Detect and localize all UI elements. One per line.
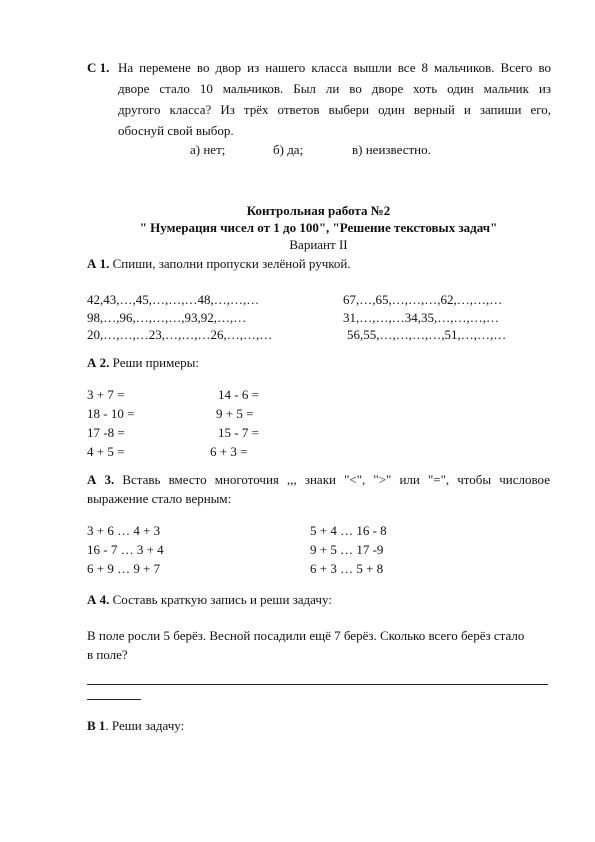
a1-text: Спиши, заполни пропуски зелёной ручкой. [109,256,351,271]
a1-sequence-right-3: 56,55,…,…,…,…,51,…,…,… [347,327,507,342]
a3-instruction [87,470,550,508]
b1-label: В 1 [87,718,106,733]
variant-label: Вариант II [289,237,348,252]
a2-example: 14 - 6 = [218,387,259,402]
a2-example: 17 -8 = [87,425,125,440]
a4-label: А 4. [87,592,110,607]
test-title: Контрольная работа №2 [246,203,391,218]
answer-line-short [87,699,141,700]
c1-line: обоснуй свой выбор. [118,123,234,138]
a4-problem-line: В поле росли 5 берёз. Весной посадили ещё 7 берёз. Сколько всего берёз стало [87,628,525,643]
a2-example: 9 + 5 = [216,406,254,421]
a2-example: 4 + 5 = [87,444,125,459]
b1-instruction [87,719,184,732]
c1-line: другого класса? Из трёх ответов выбери один верный и запиши его, [118,102,551,117]
c1-option-c: в) неизвестно. [352,142,431,157]
a3-label: А 3. [87,472,115,487]
a2-text: Реши примеры: [109,355,199,370]
a1-instruction [87,257,351,270]
a3-expression: 6 + 3 … 5 + 8 [310,561,384,576]
a3-line [87,470,550,489]
c1-line: На перемене во двор из нашего класса вышли все 8 мальчиков. Всего во [118,60,551,75]
answer-line [87,684,548,685]
a1-label: А 1. [87,256,110,271]
a3-expression: 3 + 6 … 4 + 3 [87,523,161,538]
a3-expression: 5 + 4 … 16 - 8 [310,523,387,538]
a2-example: 6 + 3 = [210,444,248,459]
c1-label: С 1. [87,60,110,75]
a4-problem-line: в поле? [87,647,128,662]
a3-expression: 16 - 7 … 3 + 4 [87,542,164,557]
a3-text: Вставь вместо многоточия ,,, знаки "<", ">" или "=", чтобы числовое [114,472,550,487]
a2-example: 18 - 10 = [87,406,135,421]
a1-sequence-left-3: 20,…,…,…23,…,…,…26,…,…,… [87,327,273,342]
a1-sequence-left-1: 42,43,…,45,…,…,…48,…,…,… [87,292,260,307]
a3-expression: 9 + 5 … 17 -9 [310,542,384,557]
a4-problem-text [87,626,550,664]
a2-label: А 2. [87,355,110,370]
c1-option-a: а) нет; [190,142,226,157]
a3-line: выражение стало верным: [87,491,232,506]
a1-sequence-right-1: 67,…,65,…,…,…,62,…,…,… [343,292,503,307]
c1-option-b: б) да; [273,142,304,157]
a2-example: 15 - 7 = [218,425,259,440]
a1-sequence-left-2: 98,…,96,…,…,…,93,92,…,… [87,310,247,325]
c1-problem-text [118,57,551,141]
a1-sequence-right-2: 31,…,…,…34,35,…,…,…,… [343,310,499,325]
a2-example: 3 + 7 = [87,387,125,402]
a2-instruction [87,356,199,369]
b1-text: . Реши задачу: [105,718,185,733]
a3-expression: 6 + 9 … 9 + 7 [87,561,161,576]
a4-text: Составь краткую запись и реши задачу: [109,592,332,607]
test-subtitle: " Нумерация чисел от 1 до 100", "Решение текстовых задач" [139,220,498,235]
a4-instruction [87,593,332,606]
c1-line: дворе стало 10 мальчиков. Был ли во дворе хоть один мальчик из [118,81,551,96]
